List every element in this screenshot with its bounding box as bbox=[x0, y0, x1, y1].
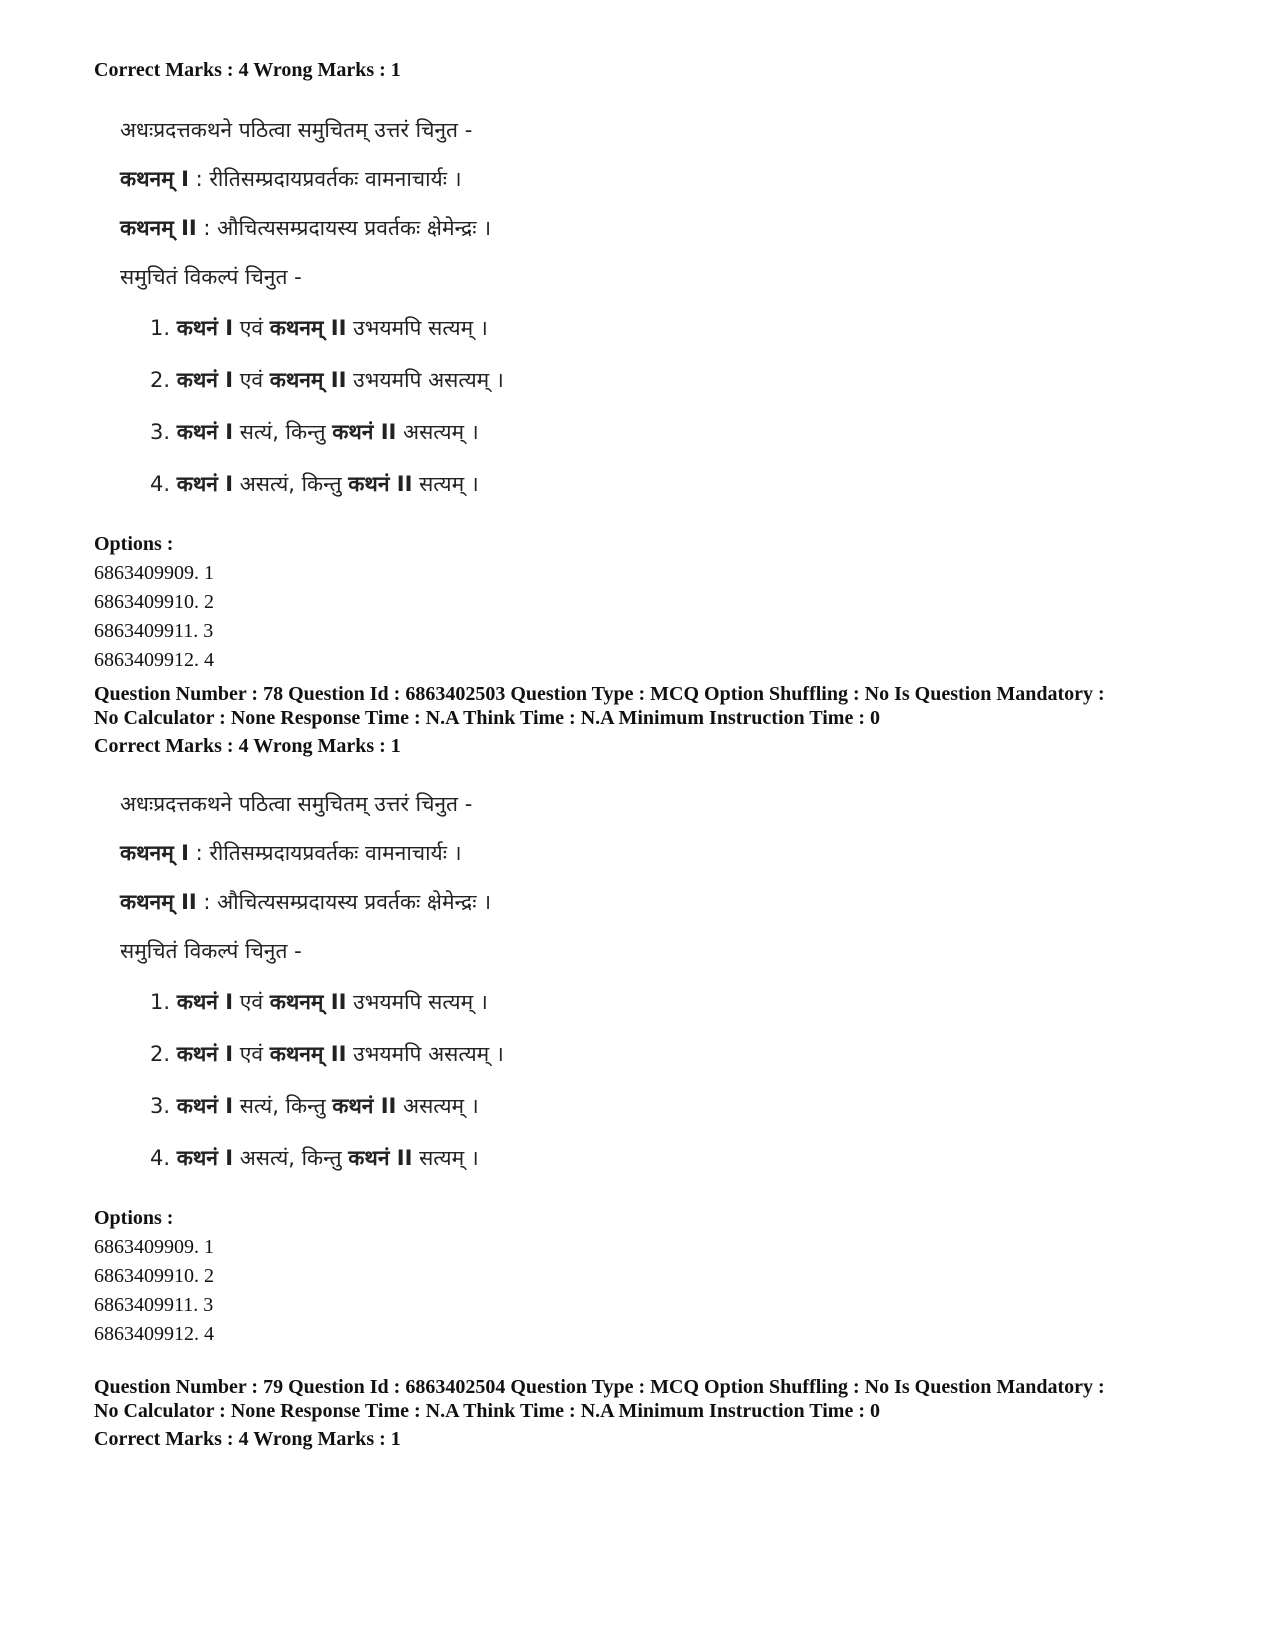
choice-4: 4. कथनं I असत्यं, किन्तु कथनं II सत्यम् । bbox=[150, 472, 479, 496]
option-row: 6863409912. 4 bbox=[94, 1323, 214, 1345]
question-header-line-2: No Calculator : None Response Time : N.A Think Time : N.A Minimum Instruction Time : 0 bbox=[94, 707, 880, 729]
option-row: 6863409909. 1 bbox=[94, 562, 214, 584]
option-row: 6863409912. 4 bbox=[94, 649, 214, 671]
options-list bbox=[94, 530, 504, 675]
option-row: 6863409910. 2 bbox=[94, 1265, 214, 1287]
options-list bbox=[94, 1204, 1105, 1349]
question-block-79 bbox=[94, 1375, 1105, 1451]
choice-1: 1. कथनं I एवं कथनम् II उभयमपि सत्यम् । bbox=[150, 990, 488, 1014]
question-body bbox=[120, 780, 1105, 1184]
statement-1: कथनम् I : रीतिसम्प्रदायप्रवर्तकः वामनाचार्यः । bbox=[120, 167, 462, 191]
question-header-line-1: Question Number : 78 Question Id : 6863402503 Question Type : MCQ Option Shuffling : No Is Question Mandatory : bbox=[94, 683, 1105, 705]
choice-2: 2. कथनं I एवं कथनम् II उभयमपि असत्यम् । bbox=[150, 368, 504, 392]
option-row: 6863409911. 3 bbox=[94, 620, 214, 642]
choose-instruction: समुचितं विकल्पं चिनुत - bbox=[120, 939, 302, 963]
option-row: 6863409911. 3 bbox=[94, 1294, 214, 1316]
statement-2: कथनम् II : औचित्यसम्प्रदायस्य प्रवर्तकः क्षेमेन्द्रः । bbox=[120, 890, 492, 914]
question-header-line-1: Question Number : 79 Question Id : 6863402504 Question Type : MCQ Option Shuffling : No Is Question Mandatory : bbox=[94, 1376, 1105, 1398]
question-intro: अधःप्रदत्तकथने पठित्वा समुचितम् उत्तरं चिनुत - bbox=[120, 792, 473, 816]
choice-3: 3. कथनं I सत्यं, किन्तु कथनं II असत्यम् । bbox=[150, 420, 479, 444]
question-block-77 bbox=[94, 58, 504, 675]
choice-2: 2. कथनं I एवं कथनम् II उभयमपि असत्यम् । bbox=[150, 1042, 504, 1066]
marks-line: Correct Marks : 4 Wrong Marks : 1 bbox=[94, 59, 401, 81]
options-label: Options : bbox=[94, 1207, 174, 1229]
question-intro: अधःप्रदत्तकथने पठित्वा समुचितम् उत्तरं चिनुत - bbox=[120, 118, 473, 142]
marks-line: Correct Marks : 4 Wrong Marks : 1 bbox=[94, 1428, 401, 1450]
marks-line: Correct Marks : 4 Wrong Marks : 1 bbox=[94, 735, 401, 757]
choice-4: 4. कथनं I असत्यं, किन्तु कथनं II सत्यम् । bbox=[150, 1146, 479, 1170]
option-row: 6863409909. 1 bbox=[94, 1236, 214, 1258]
statement-1: कथनम् I : रीतिसम्प्रदायप्रवर्तकः वामनाचार्यः । bbox=[120, 841, 462, 865]
question-block-78 bbox=[94, 682, 1105, 1349]
options-label: Options : bbox=[94, 533, 174, 555]
choice-1: 1. कथनं I एवं कथनम् II उभयमपि सत्यम् । bbox=[150, 316, 488, 340]
choose-instruction: समुचितं विकल्पं चिनुत - bbox=[120, 265, 302, 289]
statement-2: कथनम् II : औचित्यसम्प्रदायस्य प्रवर्तकः क्षेमेन्द्रः । bbox=[120, 216, 492, 240]
question-body bbox=[120, 106, 504, 510]
option-row: 6863409910. 2 bbox=[94, 591, 214, 613]
choice-3: 3. कथनं I सत्यं, किन्तु कथनं II असत्यम् । bbox=[150, 1094, 479, 1118]
question-header-line-2: No Calculator : None Response Time : N.A Think Time : N.A Minimum Instruction Time : 0 bbox=[94, 1400, 880, 1422]
